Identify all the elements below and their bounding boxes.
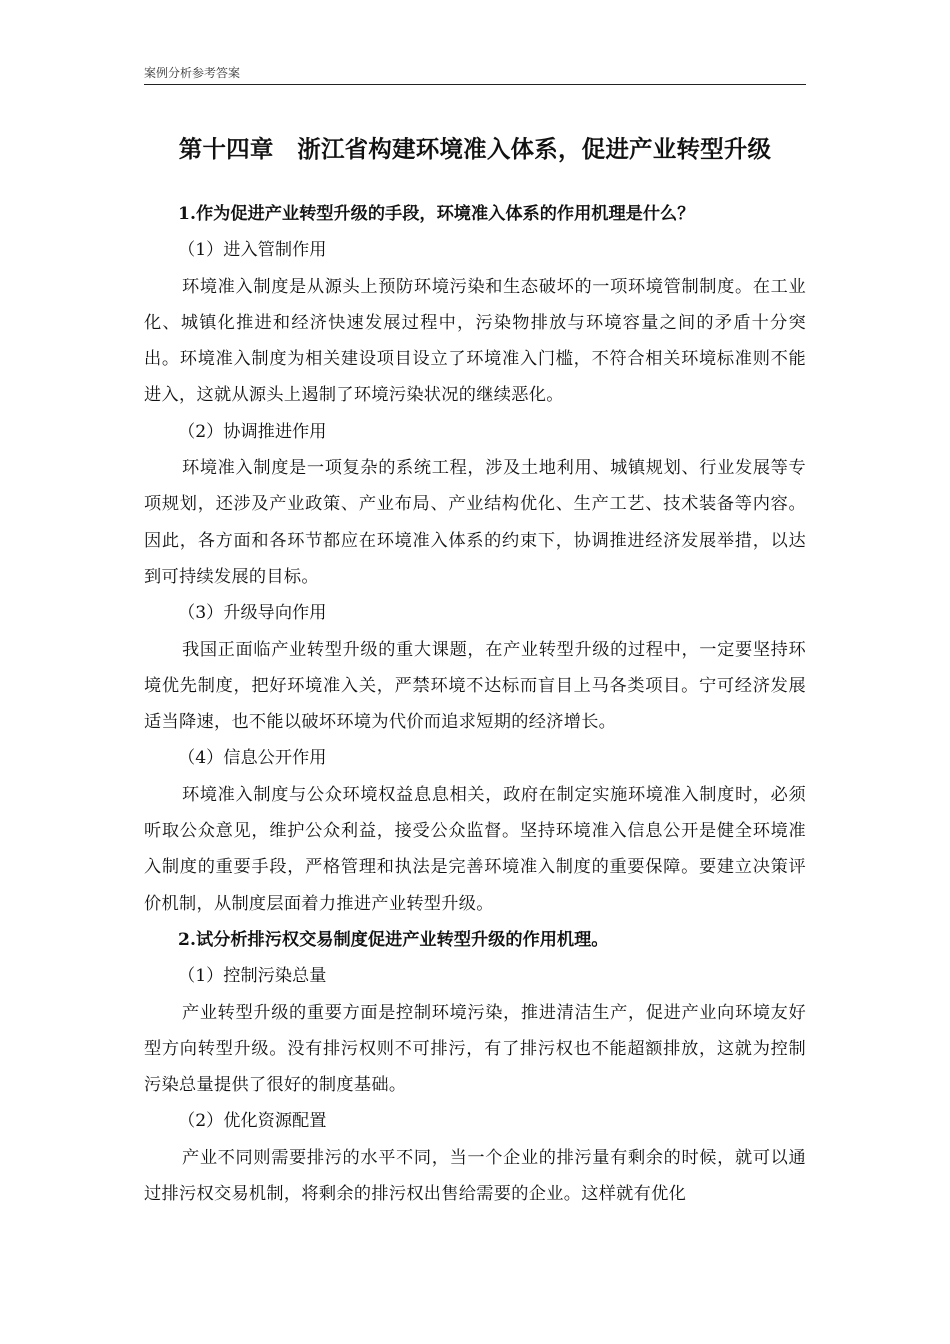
sub-heading: （2）协调推进作用 bbox=[178, 421, 327, 442]
paragraph: 产业转型升级的重要方面是控制环境污染，推进清洁生产，促进产业向环境友好型方向转型升级。没有排污权则不可排污，有了排污权也不能超额排放，这就为控制污染总量提供了很好的制度基础。 bbox=[144, 1002, 806, 1096]
paragraph: 产业不同则需要排污的水平不同，当一个企业的排污量有剩余的时候，就可以通过排污权交易机制，将剩余的排污权出售给需要的企业。这样就有优化 bbox=[144, 1147, 806, 1205]
paragraph: 环境准入制度是一项复杂的系统工程，涉及土地利用、城镇规划、行业发展等专项规划，还涉及产业政策、产业布局、产业结构优化、生产工艺、技术装备等内容。因此，各方面和各环节都应在环境准入体系的约束下，协调推进经济发展举措，以达到可持续发展的目标。 bbox=[144, 458, 806, 587]
running-header-title: 案例分析参考答案 bbox=[144, 66, 241, 80]
paragraph: 我国正面临产业转型升级的重大课题，在产业转型升级的过程中，一定要坚持环境优先制度，把好环境准入关，严禁环境不达标而盲目上马各类项目。宁可经济发展适当降速，也不能以破坏环境为代价而追求短期的经济增长。 bbox=[144, 639, 806, 733]
sub-heading: （1）进入管制作用 bbox=[178, 240, 327, 261]
running-header bbox=[144, 64, 806, 85]
chapter-title: 第十四章 浙江省构建环境准入体系，促进产业转型升级 bbox=[178, 135, 772, 163]
question-2: 2.试分析排污权交易制度促进产业转型升级的作用机理。 bbox=[178, 929, 609, 950]
document-body bbox=[144, 196, 806, 1212]
sub-heading: （2）优化资源配置 bbox=[178, 1111, 327, 1132]
sub-heading: （4）信息公开作用 bbox=[178, 748, 327, 769]
question-1: 1.作为促进产业转型升级的手段，环境准入体系的作用机理是什么？ bbox=[178, 204, 695, 224]
sub-heading: （1）控制污染总量 bbox=[178, 966, 327, 987]
paragraph: 环境准入制度与公众环境权益息息相关，政府在制定实施环境准入制度时，必须听取公众意见，维护公众利益，接受公众监督。坚持环境准入信息公开是健全环境准入制度的重要手段，严格管理和执法是完善环境准入制度的重要保障。要建立决策评价机制，从制度层面着力推进产业转型升级。 bbox=[144, 784, 806, 914]
paragraph: 环境准入制度是从源头上预防环境污染和生态破坏的一项环境管制制度。在工业化、城镇化推进和经济快速发展过程中，污染物排放与环境容量之间的矛盾十分突出。环境准入制度为相关建设项目设立了环境准入门槛，不符合相关环境标准则不能进入，这就从源头上遏制了环境污染状况的继续恶化。 bbox=[144, 276, 806, 406]
sub-heading: （3）升级导向作用 bbox=[178, 603, 327, 624]
